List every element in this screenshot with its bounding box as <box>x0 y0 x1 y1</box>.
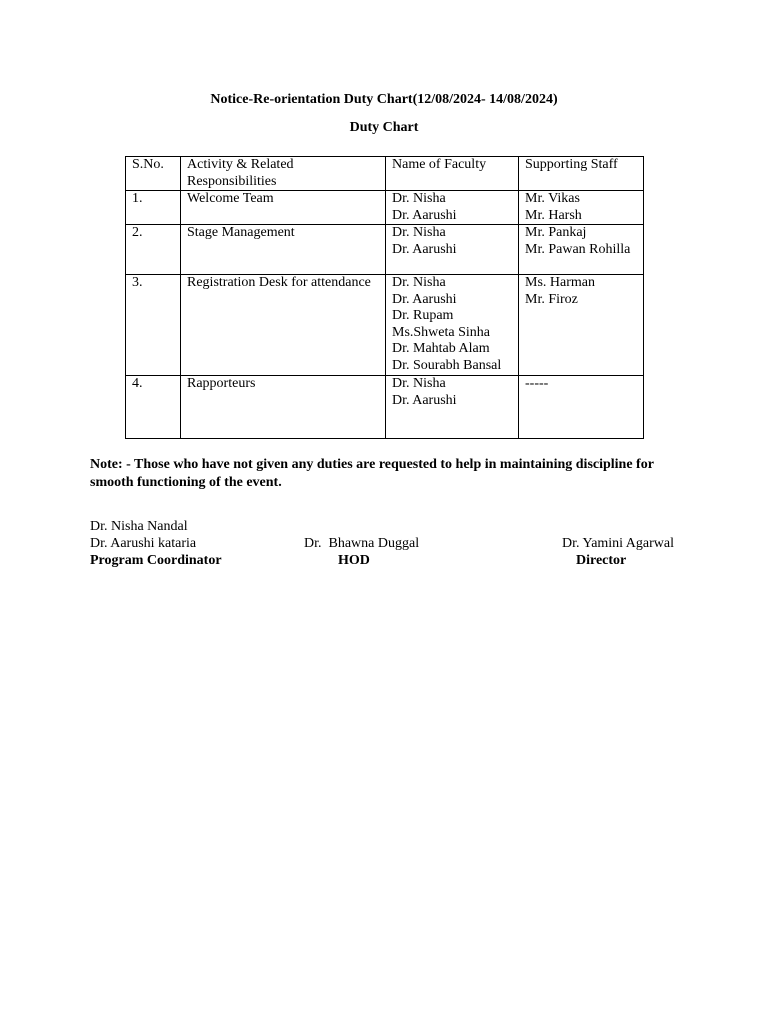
faculty-name: Dr. Sourabh Bansal <box>392 357 502 373</box>
note-text <box>90 456 690 491</box>
cell-staff <box>519 225 644 275</box>
cell-faculty <box>386 275 519 376</box>
header-activity-line: Responsibilities <box>187 173 277 189</box>
table-row <box>126 191 644 225</box>
duty-chart-table <box>125 156 644 439</box>
staff-name: Mr. Vikas <box>525 191 580 206</box>
faculty-name: Ms.Shweta Sinha <box>392 324 490 340</box>
cell-sno: 2. <box>126 225 181 275</box>
table-header-row <box>126 157 644 191</box>
cell-staff <box>519 191 644 225</box>
faculty-name: Dr. Nisha <box>392 376 446 391</box>
header-faculty: Name of Faculty <box>386 157 519 191</box>
signature-director <box>562 535 674 569</box>
table-row <box>126 275 644 376</box>
cell-faculty <box>386 376 519 439</box>
staff-name: Mr. Harsh <box>525 207 582 223</box>
staff-name: Mr. Pawan Rohilla <box>525 241 631 257</box>
faculty-name: Dr. Rupam <box>392 308 454 323</box>
page-title: Notice-Re-orientation Duty Chart(12/08/2024- 14/08/2024) <box>210 92 558 107</box>
cell-staff <box>519 376 644 439</box>
faculty-name: Dr. Aarushi <box>392 207 457 223</box>
header-sno: S.No. <box>126 157 181 191</box>
cell-staff <box>519 275 644 376</box>
cell-faculty <box>386 225 519 275</box>
staff-name: Ms. Harman <box>525 275 595 290</box>
header-activity-line: Activity & Related <box>187 157 294 172</box>
table-row <box>126 376 644 439</box>
cell-activity: Stage Management <box>181 225 386 275</box>
note-line: Note: - Those who have not given any duties are requested to help in maintaining discipline for <box>90 457 654 472</box>
cell-activity: Registration Desk for attendance <box>181 275 386 376</box>
cell-activity: Welcome Team <box>181 191 386 225</box>
header-activity <box>181 157 386 191</box>
signature-hod <box>304 535 419 569</box>
signatory-role: Program Coordinator <box>90 553 222 568</box>
cell-activity: Rapporteurs <box>181 376 386 439</box>
page-subtitle: Duty Chart <box>349 120 419 135</box>
staff-name: ----- <box>525 376 549 391</box>
faculty-name: Dr. Nisha <box>392 275 446 290</box>
faculty-name: Dr. Aarushi <box>392 392 457 408</box>
faculty-name: Dr. Aarushi <box>392 291 457 307</box>
signatory-name: Dr. Aarushi kataria <box>90 536 197 551</box>
signatory-role: Director <box>576 553 627 568</box>
note-line: smooth functioning of the event. <box>90 474 282 490</box>
signatory-name: Dr. Bhawna Duggal <box>304 536 420 551</box>
staff-name: Mr. Firoz <box>525 291 578 307</box>
faculty-name: Dr. Mahtab Alam <box>392 341 490 356</box>
cell-sno: 3. <box>126 275 181 376</box>
table-row <box>126 225 644 275</box>
signatory-name: Dr. Nisha Nandal <box>90 519 188 534</box>
cell-sno: 1. <box>126 191 181 225</box>
signature-program-coordinator <box>90 518 222 569</box>
signatory-name: Dr. Yamini Agarwal <box>562 536 674 551</box>
faculty-name: Dr. Nisha <box>392 225 446 240</box>
cell-sno: 4. <box>126 376 181 439</box>
faculty-name: Dr. Nisha <box>392 191 446 206</box>
faculty-name: Dr. Aarushi <box>392 241 457 257</box>
cell-faculty <box>386 191 519 225</box>
staff-name: Mr. Pankaj <box>525 225 587 240</box>
header-staff: Supporting Staff <box>519 157 644 191</box>
signatory-role: HOD <box>338 553 370 568</box>
